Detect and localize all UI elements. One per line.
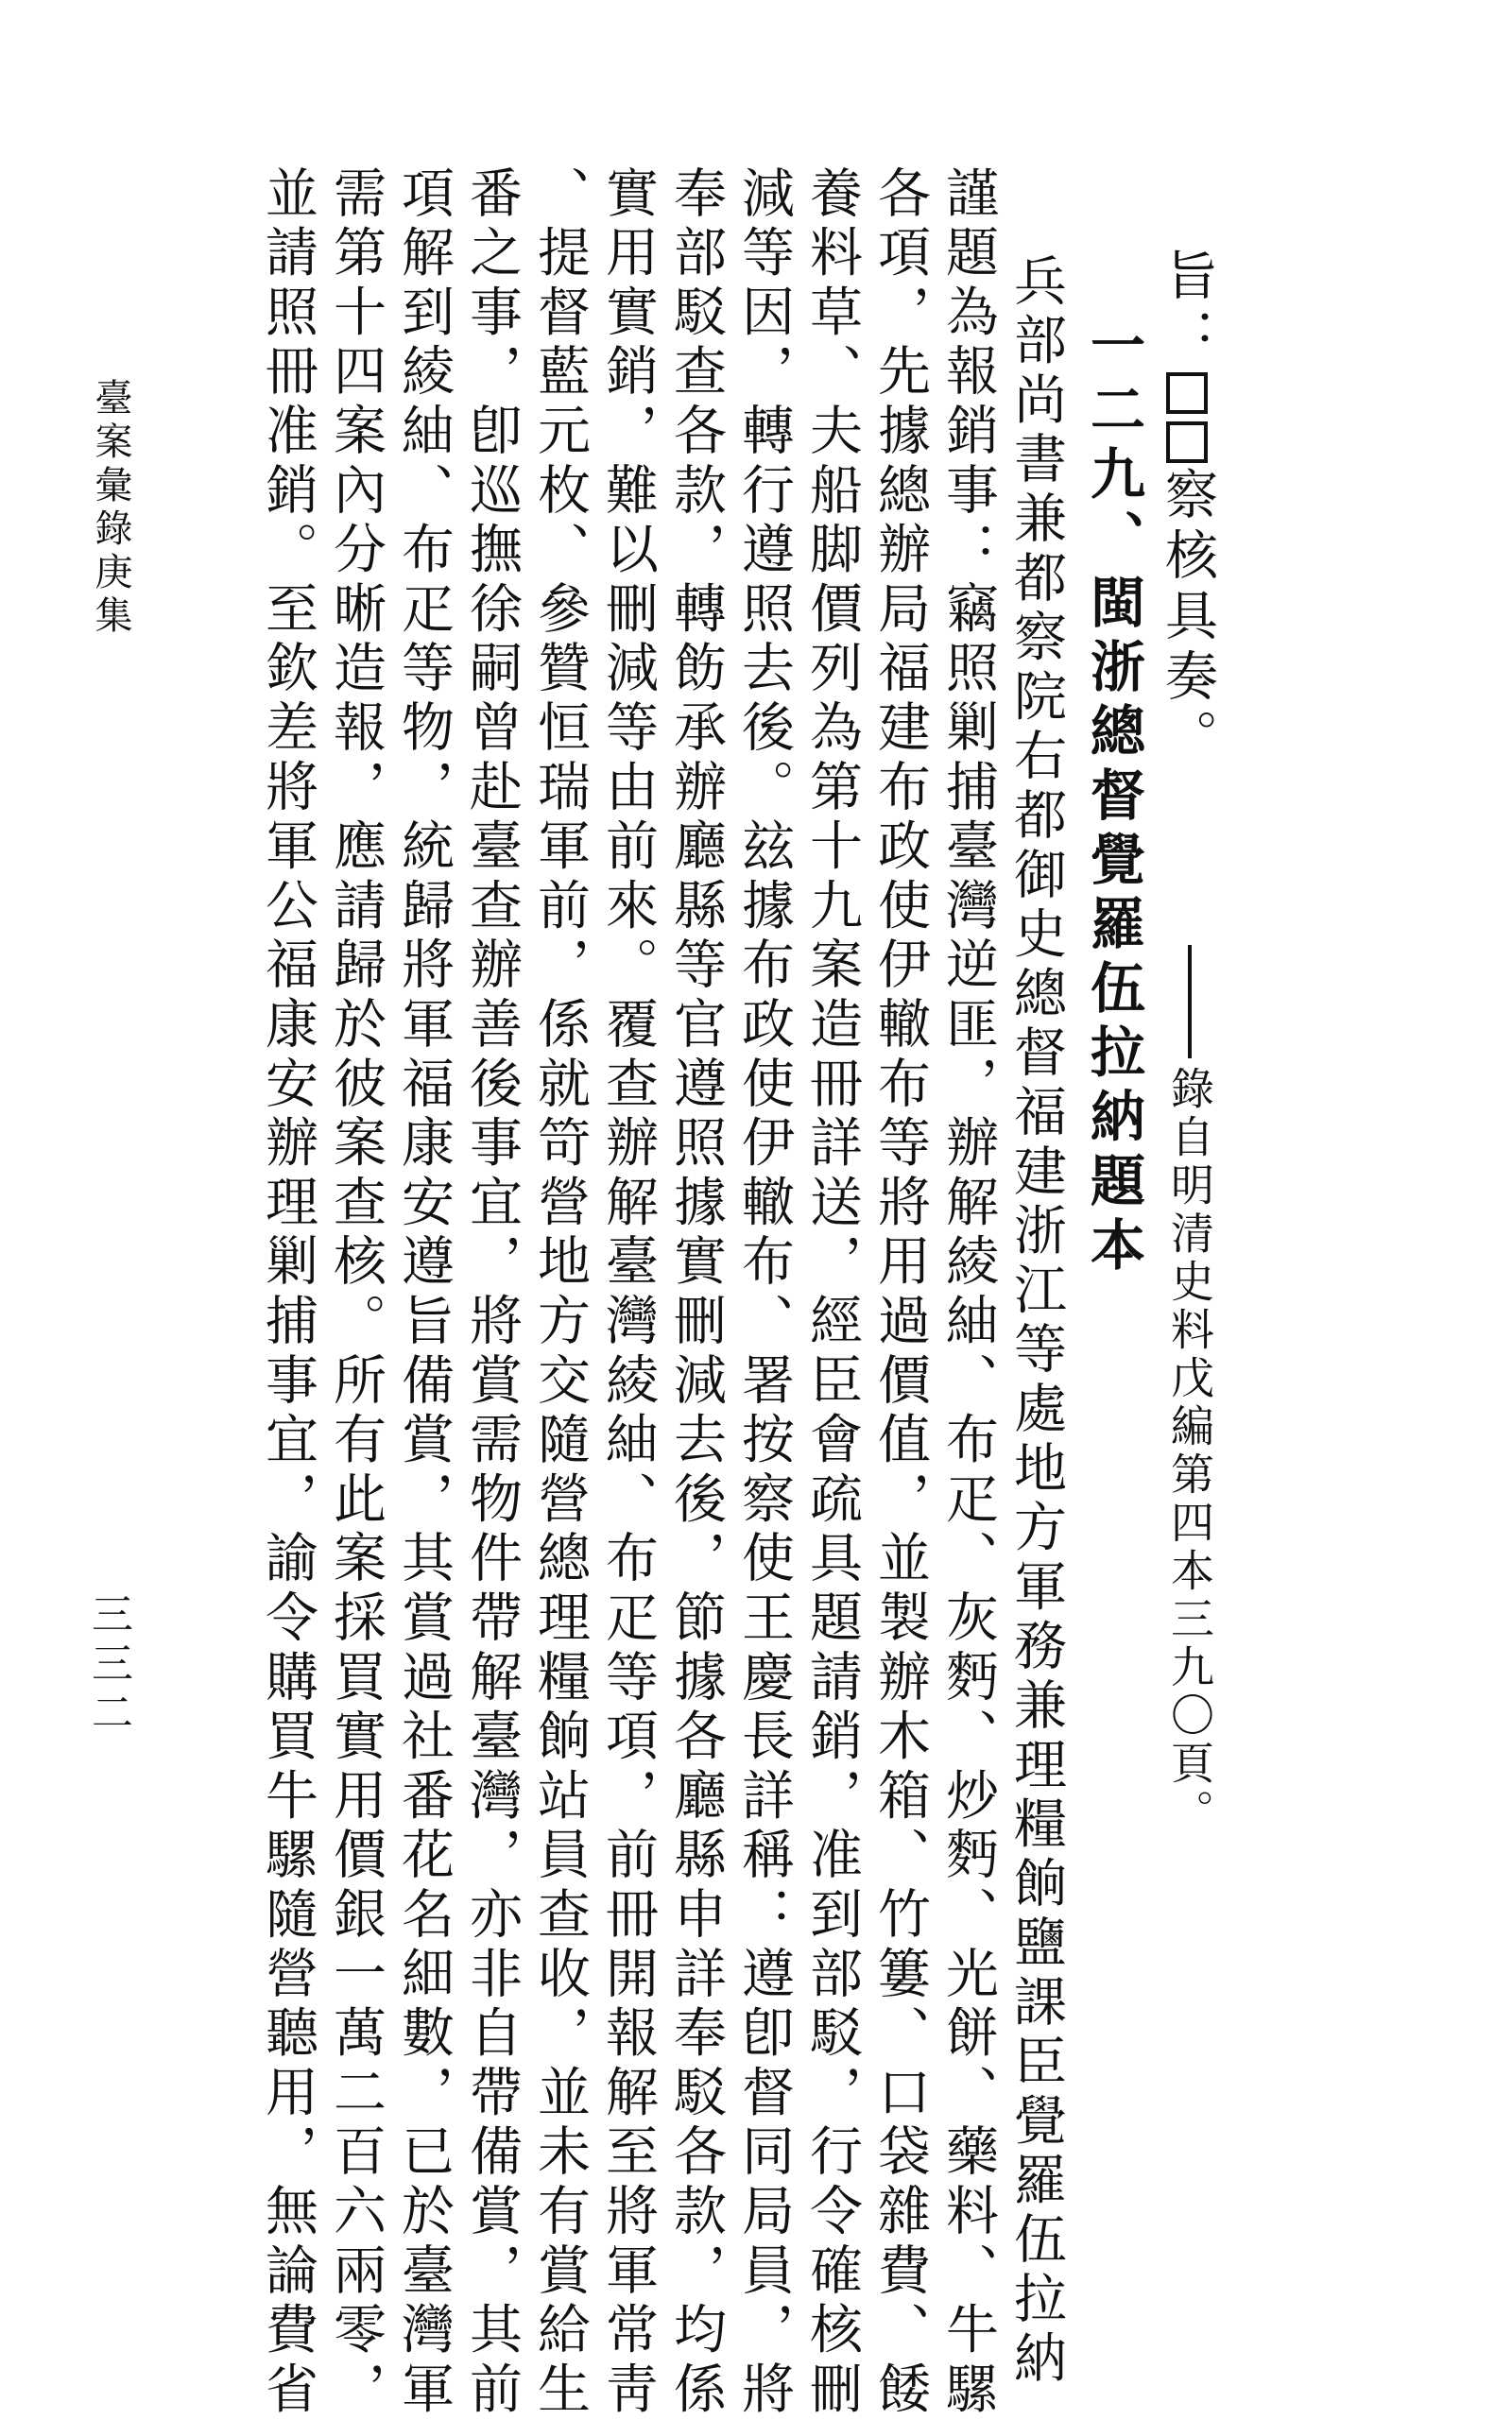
body-column-12: 並請照冊准銷。至欽差將軍公福康安辦理剿捕事宜，諭令購買牛騾隨營聽用，無論費省	[257, 165, 318, 2420]
page-number: 三三二	[84, 1592, 132, 1740]
previous-text-ending	[1157, 248, 1218, 769]
body-column-3: 各項，先據總辦局福建布政使伊轍布等將用過價值，並製辦木箱、竹簍、口袋雜費、餧	[869, 165, 931, 2420]
source-note	[1164, 945, 1215, 1837]
previous-text-part2: 察核具奏。	[1157, 467, 1218, 769]
body-column-2: 謹題為報銷事：竊照剿捕臺灣逆匪，辦解綾紬、布疋、灰麪、炒麪、光餅、藥料、牛騾	[937, 165, 999, 2420]
body-column-10: 項解到綾紬、布疋等物，統歸將軍福康安遵旨備賞，其賞過社番花名細數，已於臺灣軍	[393, 165, 455, 2420]
source-note-text: 錄自明清史料戊編第四本三九〇頁。	[1164, 1066, 1215, 1837]
body-column-8: 、提督藍元枚、參贊恒瑞軍前，係就笴營地方交隨營總理糧餉站員查收，並未有賞給生	[529, 165, 591, 2420]
body-column-11: 需第十四案內分晰造報，應請歸於彼案查核。所有此案採買實用價銀一萬二百六兩零，	[325, 165, 387, 2420]
body-column-6: 奉部駁查各款，轉飭承辦廳縣等官遵照據實刪減去後，節據各廳縣申詳奉駁各款，均係	[665, 165, 727, 2420]
body-column-9: 番之事，卽巡撫徐嗣曾赴臺查辦善後事宜，將賞需物件帶解臺灣，亦非自帶備賞，其前	[461, 165, 523, 2420]
body-column-1: 兵部尚書兼都察院右都御史總督福建浙江等處地方軍務兼理糧餉鹽課臣覺羅伍拉納	[1005, 253, 1067, 2390]
body-column-5: 減等因，轉行遵照去後。玆據布政使伊轍布、署按察使王慶長詳稱：遵卽督同局員，將	[733, 165, 795, 2420]
previous-text-part1: 旨：	[1157, 248, 1218, 369]
source-dash	[1188, 945, 1192, 1058]
body-column-7: 實用實銷，難以刪減等由前來。覆查辦解臺灣綾紬、布疋等項，前冊開報解至將軍常靑	[597, 165, 659, 2420]
footer-book-title: 臺案彙錄庚集	[89, 378, 132, 639]
body-column-4: 養料草、夫船脚價列為第十九案造冊詳送，經臣會疏具題請銷，准到部駁，行令確核刪	[801, 165, 863, 2420]
illegible-char-placeholder	[1166, 372, 1208, 414]
document-heading: 一二九、閩浙總督覺羅伍拉納題本	[1081, 317, 1145, 1280]
illegible-char-placeholder	[1166, 421, 1208, 463]
